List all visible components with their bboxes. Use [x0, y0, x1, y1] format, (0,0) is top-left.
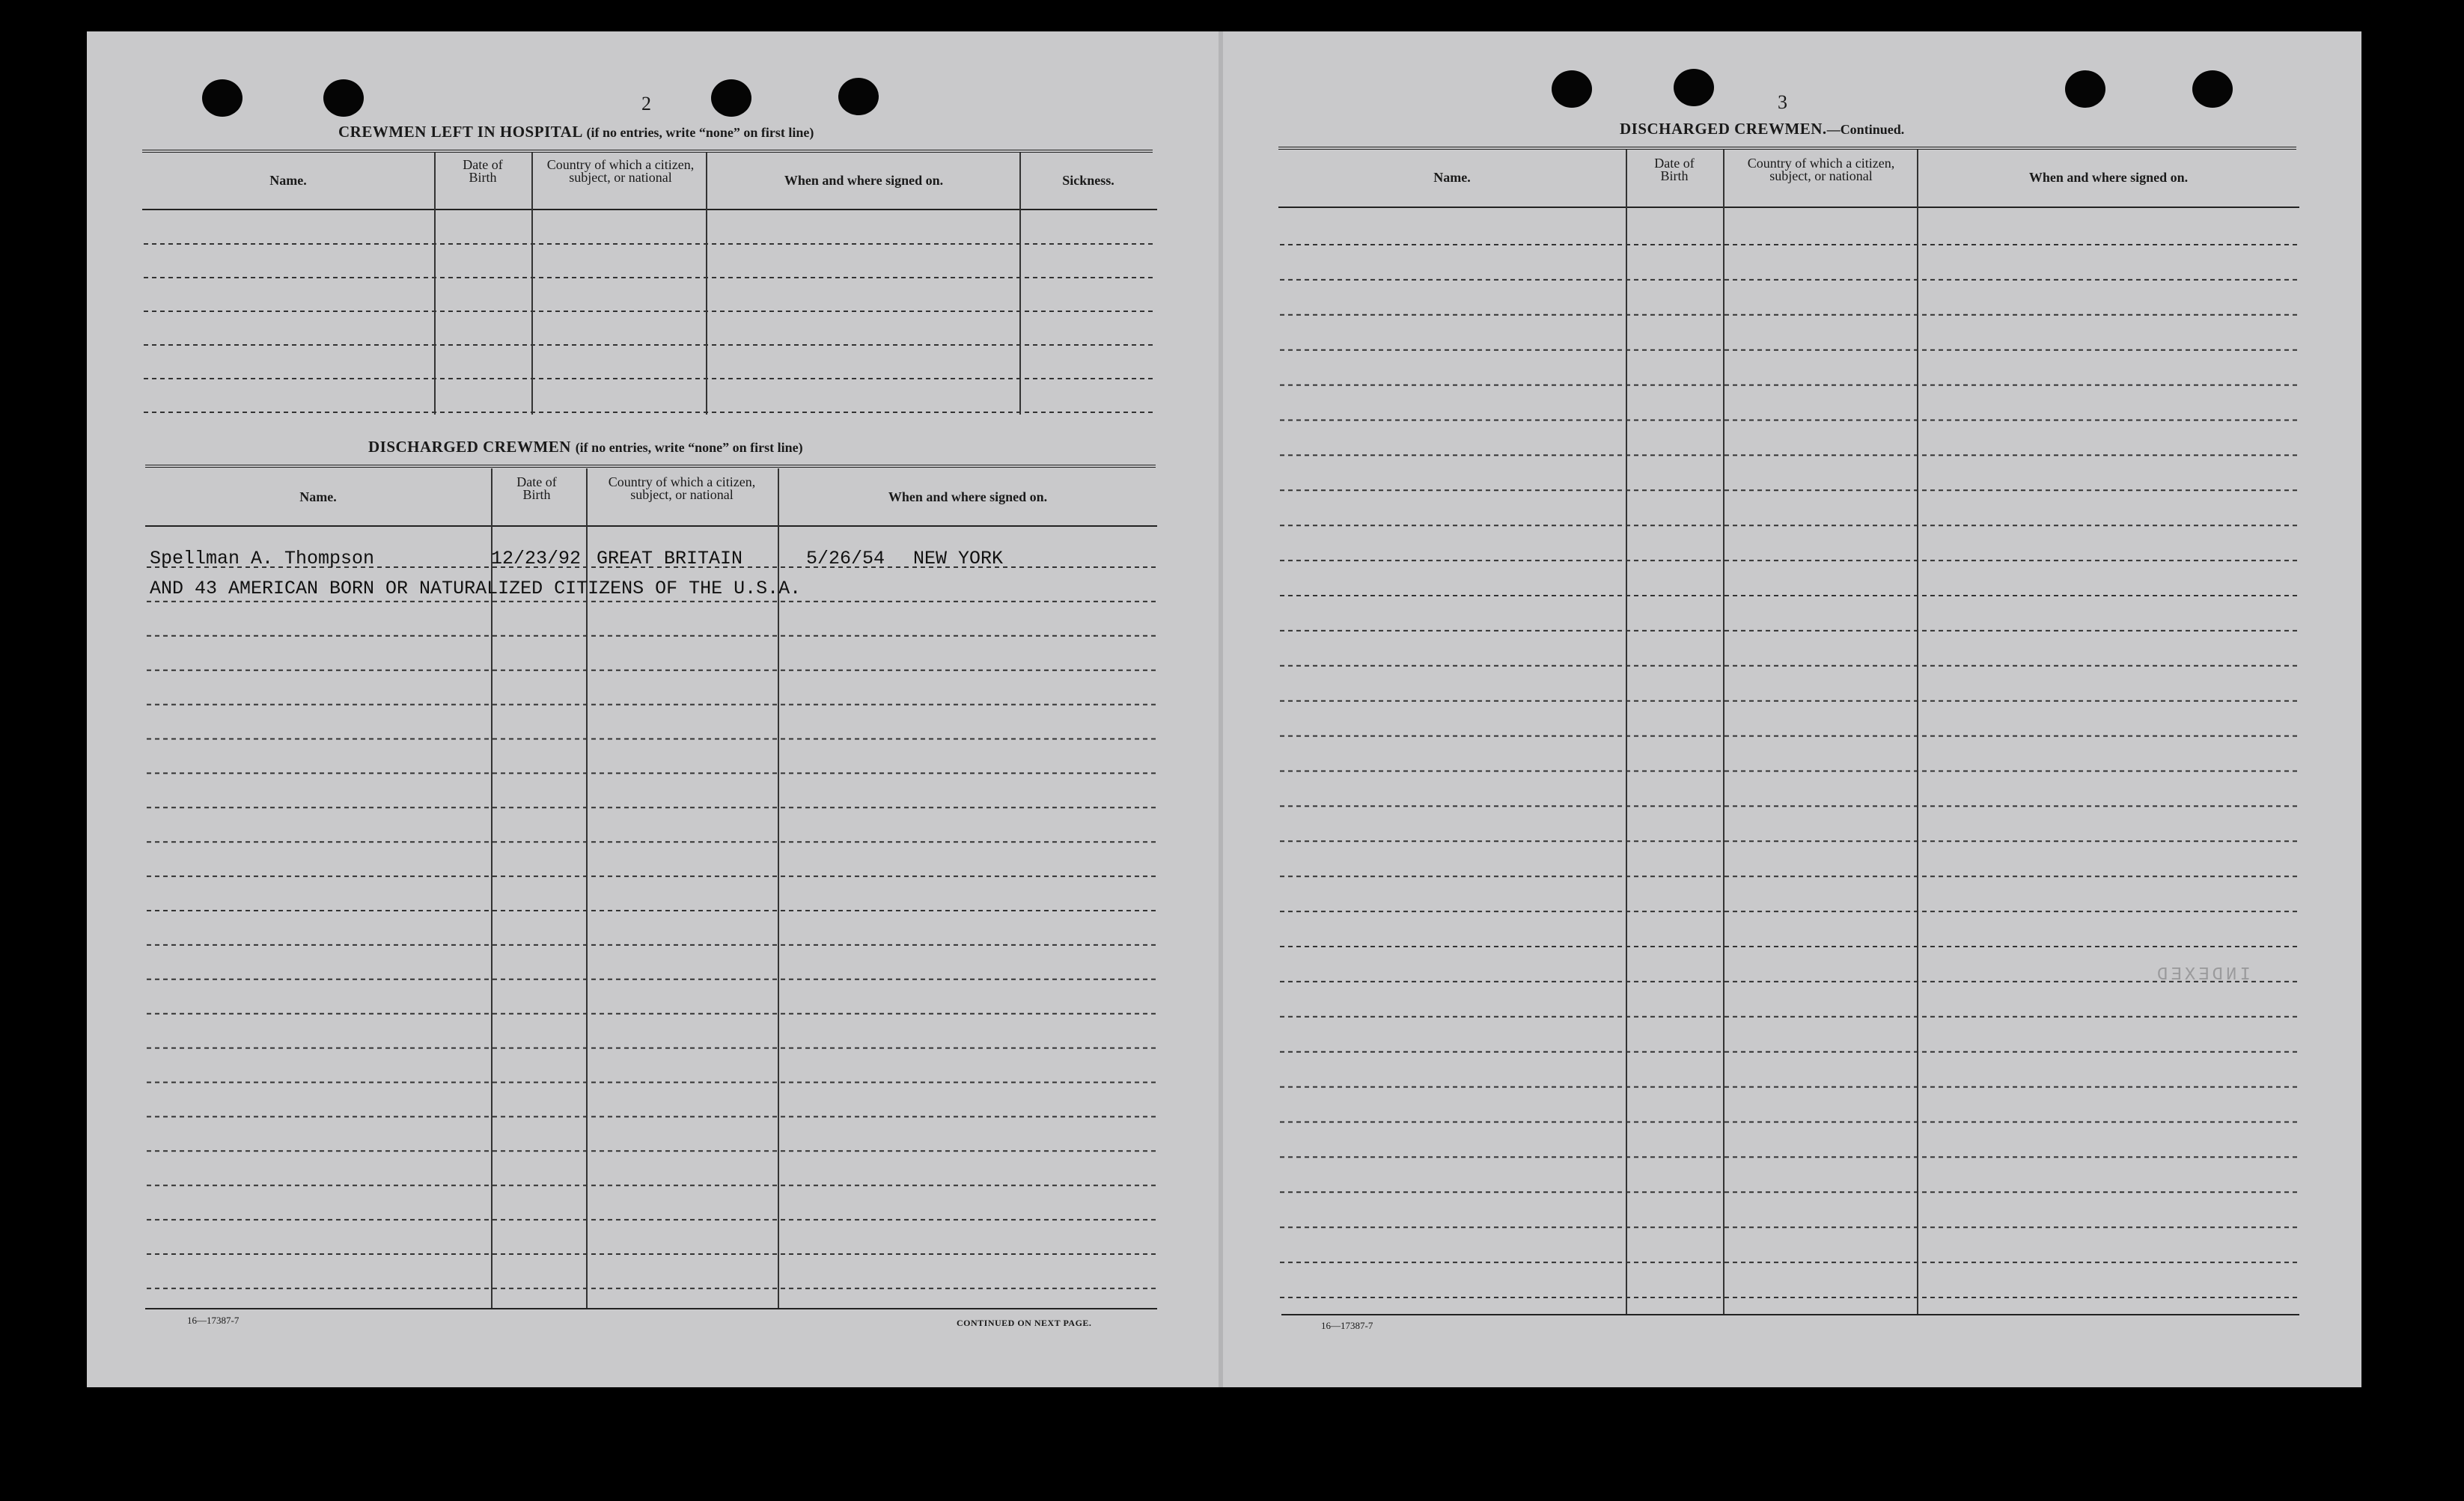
page3-col-dob: Date of Birth — [1654, 156, 1695, 183]
page3-table-bottom-rule — [1281, 1314, 2299, 1315]
hospital-col-signed-on: When and where signed on. — [784, 173, 944, 188]
hospital-col-country: Country of which a citizen, subject, or national — [546, 157, 695, 185]
discharged-col-signed-on: When and where signed on. — [888, 489, 1048, 504]
form-number-page-3: 16—17387-7 — [1321, 1320, 1373, 1331]
discharged-title-text: DISCHARGED CREWMEN — [368, 438, 571, 456]
discharged-col-dob: Date of Birth — [516, 474, 557, 502]
discharged-col-name: Name. — [299, 489, 337, 504]
discharged-col-country: Country of which a citizen, subject, or national — [608, 474, 756, 502]
page3-col-signed-on: When and where signed on. — [2028, 170, 2189, 185]
entry-place-signed: NEW YORK — [913, 548, 1004, 569]
continued-on-next-page: CONTINUED ON NEXT PAGE. — [957, 1318, 1092, 1328]
page-number-2: 2 — [641, 93, 651, 114]
form-number-page-2: 16—17387-7 — [187, 1315, 240, 1326]
entry-name: Spellman A. Thompson — [150, 548, 375, 569]
discharged-title-note: (if no entries, write “none” on first line) — [575, 440, 803, 455]
hospital-title-text: CREWMEN LEFT IN HOSPITAL — [338, 123, 582, 141]
hospital-col-dob: Date of Birth — [463, 157, 503, 185]
page3-col-country: Country of which a citizen, subject, or national — [1747, 156, 1895, 183]
page3-title-suffix: —Continued. — [1826, 122, 1905, 137]
page-number-3: 3 — [1778, 91, 1787, 113]
hospital-col-sickness: Sickness. — [1062, 173, 1114, 188]
page3-col-name: Name. — [1433, 170, 1471, 185]
bleed-through-stamp: INDEXED — [2154, 965, 2251, 985]
entry-date-signed: 5/26/54 — [806, 548, 885, 569]
entry-country: GREAT BRITAIN — [597, 548, 743, 569]
hospital-col-name: Name. — [269, 173, 307, 188]
entry-dob: 12/23/92 — [491, 548, 582, 569]
hospital-title-note: (if no entries, write “none” on first line) — [586, 125, 814, 140]
page3-title-text: DISCHARGED CREWMEN. — [1620, 120, 1827, 138]
entry-remark: AND 43 AMERICAN BORN OR NATURALIZED CITIZENS OF THE U.S.A. — [150, 578, 802, 599]
